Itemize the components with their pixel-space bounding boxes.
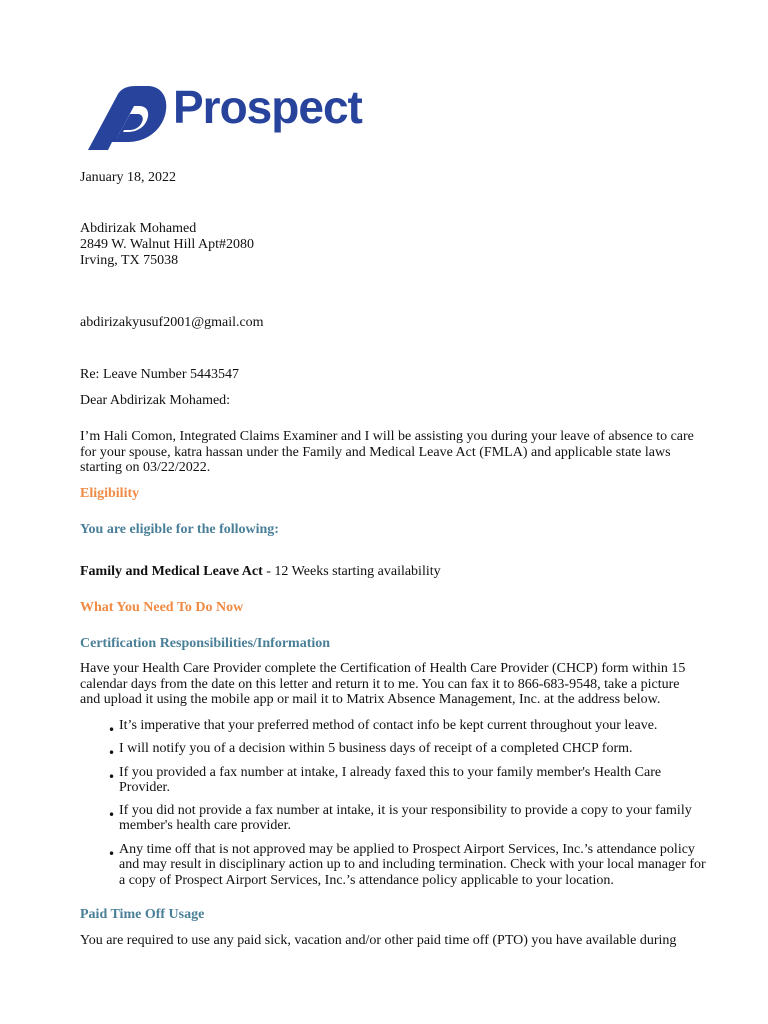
re-line: Re: Leave Number 5443547 <box>80 367 240 382</box>
pto-heading: Paid Time Off Usage <box>80 907 205 922</box>
logo-wordmark: Prospect <box>173 81 362 133</box>
bullet-text: If you provided a fax number at intake, I already faxed this to your family member's Health Care Provider. <box>119 765 662 796</box>
list-item <box>108 741 709 760</box>
list-item <box>108 718 709 737</box>
bullet-icon: • <box>108 723 116 737</box>
list-item <box>108 803 709 834</box>
recipient-address-line-2: Irving, TX 75038 <box>80 253 179 268</box>
bullet-text: If you did not provide a fax number at intake, it is your responsibility to provide a copy to your family member's health care provider. <box>119 803 692 834</box>
recipient-email: abdirizakyusuf2001@gmail.com <box>80 315 264 330</box>
eligible-for-heading: You are eligible for the following: <box>80 522 279 537</box>
list-item <box>108 765 709 796</box>
bullet-icon: • <box>108 808 116 822</box>
list-item <box>108 842 709 888</box>
bullet-icon: • <box>108 847 116 861</box>
bullet-text: Any time off that is not approved may be applied to Prospect Airport Services, Inc.’s attendance policy and may result in disciplinary action up to and including termination. Check with your local manager for a copy of Prospect Airport Services, Inc.’s attendance policy applicable to your location. <box>119 842 706 888</box>
certification-heading: Certification Responsibilities/Information <box>80 636 331 651</box>
prospect-logo-icon <box>84 84 174 156</box>
certification-paragraph: Have your Health Care Provider complete the Certification of Health Care Provider (CHCP) form within 15 calendar days from the date on this letter and return it to me. You can fax it to 866-683-9548, take a picture and upload it using the mobile app or mail it to Matrix Absence Management, Inc. at the address below. <box>80 661 686 708</box>
fmla-label: Family and Medical Leave Act <box>80 564 263 579</box>
bullet-icon: • <box>108 746 116 760</box>
recipient-name: Abdirizak Mohamed <box>80 221 197 236</box>
bullet-text: It’s imperative that your preferred method of contact info be kept current throughout your leave. <box>119 718 658 733</box>
recipient-address-line-1: 2849 W. Walnut Hill Apt#2080 <box>80 237 255 252</box>
intro-paragraph: I’m Hali Comon, Integrated Claims Examiner and I will be assisting you during your leave of absence to care for your spouse, katra hassan under the Family and Medical Leave Act (FMLA) and applicable state laws starting on 03/22/2022. <box>80 429 694 476</box>
salutation: Dear Abdirizak Mohamed: <box>80 393 231 408</box>
what-you-need-heading: What You Need To Do Now <box>80 600 244 615</box>
bullet-icon: • <box>108 770 116 784</box>
eligibility-heading: Eligibility <box>80 486 140 501</box>
prospect-logo <box>84 81 374 156</box>
pto-paragraph: You are required to use any paid sick, vacation and/or other paid time off (PTO) you have available during <box>80 933 677 948</box>
letter-date: January 18, 2022 <box>80 170 177 185</box>
bullet-text: I will notify you of a decision within 5 business days of receipt of a completed CHCP form. <box>119 741 633 756</box>
fmla-detail: - 12 Weeks starting availability <box>262 564 441 579</box>
fmla-entitlement <box>80 564 441 580</box>
